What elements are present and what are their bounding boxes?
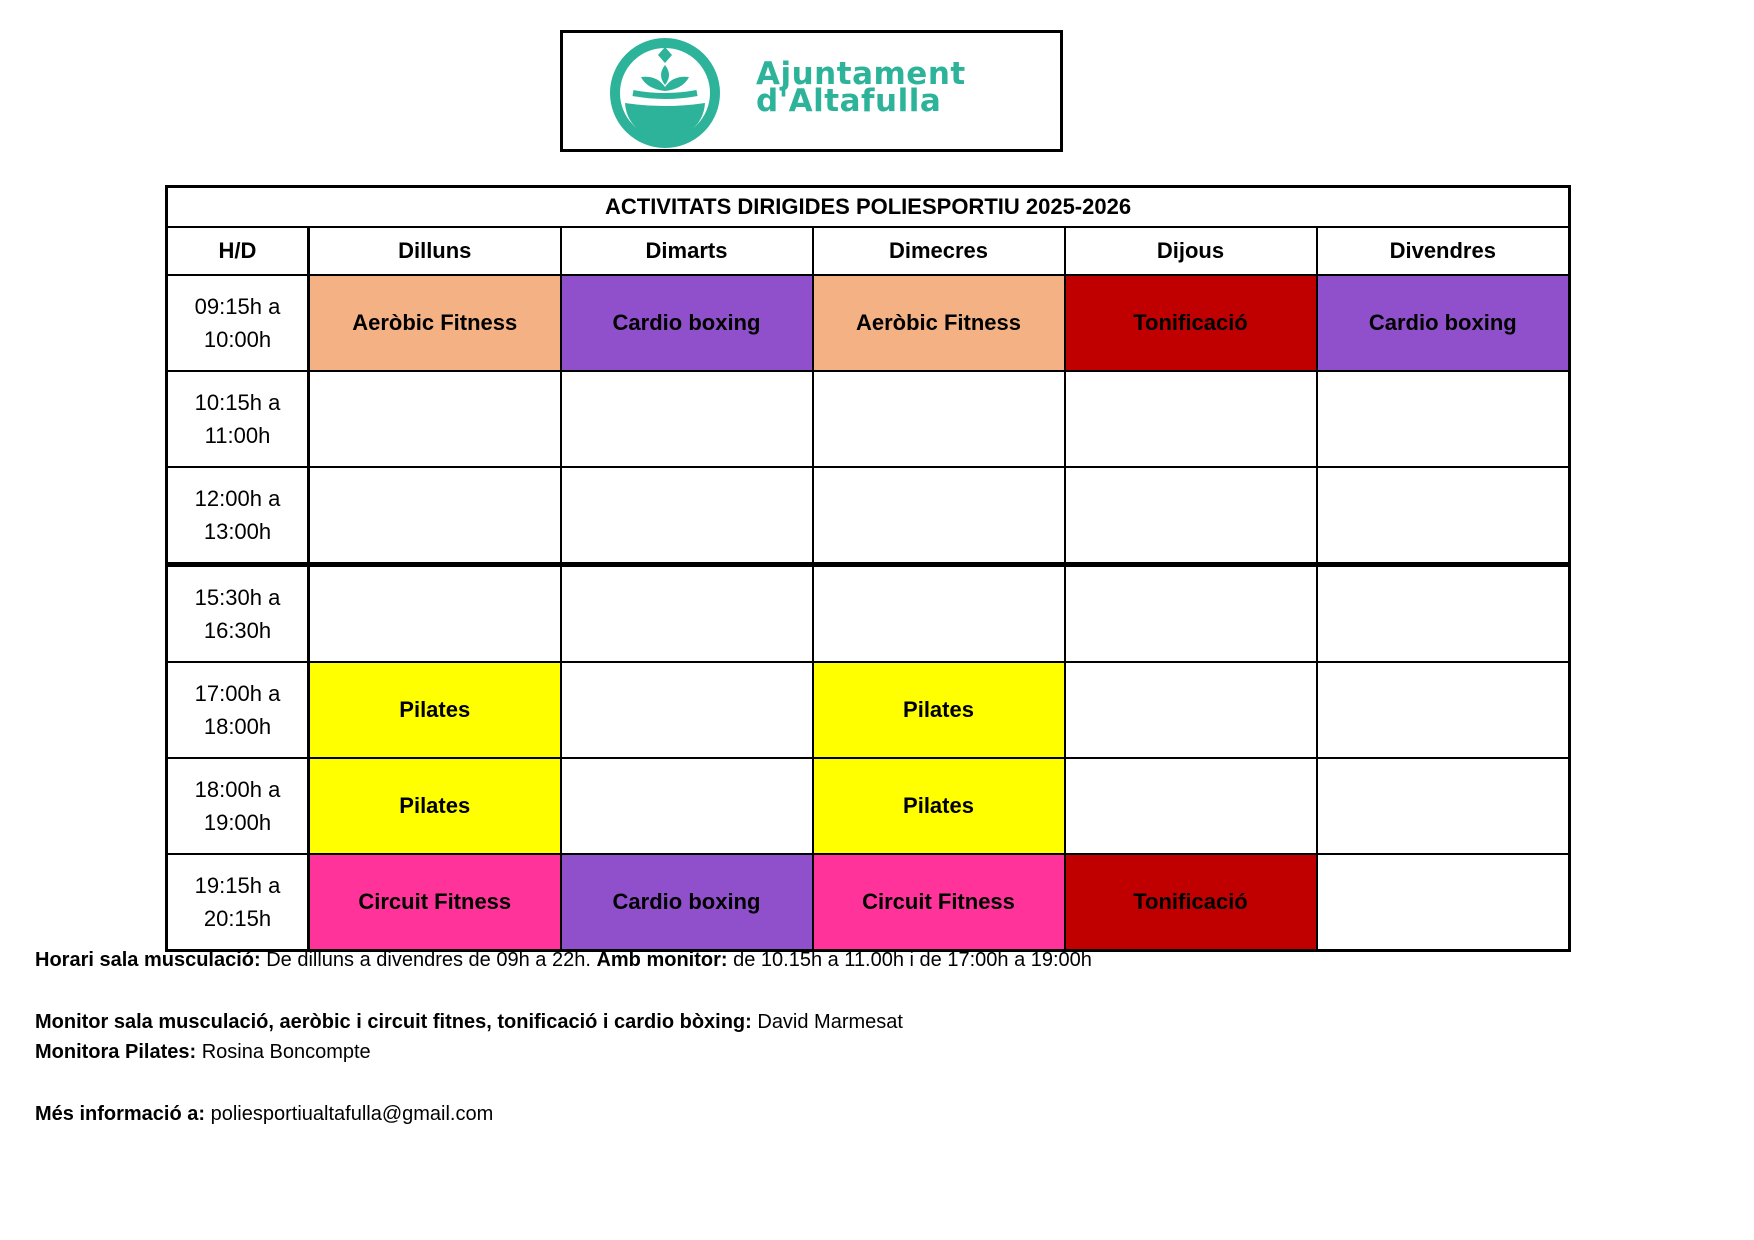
time-start: 12:00h a: [194, 486, 281, 511]
activity-cell: Tonificació: [1065, 854, 1317, 951]
time-end: 16:30h: [203, 618, 272, 643]
schedule-header-row: [167, 227, 1570, 275]
time-end: 10:00h: [203, 327, 272, 352]
monitor-label: Monitor sala musculació, aeròbic i circuit fitnes, tonificació i cardio bòxing:: [35, 1011, 752, 1033]
activity-cell: [1317, 371, 1570, 467]
activity-cell: Aeròbic Fitness: [309, 275, 561, 371]
day-header: Dimecres: [813, 227, 1065, 275]
monitor-hours-value: de 10.15h a 11.00h i de 17:00h a 19:00h: [727, 949, 1092, 971]
time-slot: [167, 662, 309, 758]
day-header: Dimarts: [561, 227, 813, 275]
activity-cell: Pilates: [309, 758, 561, 854]
altafulla-emblem-icon: [607, 35, 723, 151]
activity-cell: [1065, 758, 1317, 854]
monitor-value: David Marmesat: [751, 1011, 903, 1033]
activity-cell: Pilates: [813, 662, 1065, 758]
activity-cell: [1317, 758, 1570, 854]
info-line: [35, 1099, 1685, 1129]
info-label: Més informació a:: [35, 1103, 206, 1125]
notes-section: [35, 945, 1685, 1129]
activity-cell: Cardio boxing: [1317, 275, 1570, 371]
activity-cell: [1065, 662, 1317, 758]
day-header: Dijous: [1065, 227, 1317, 275]
activity-cell: Aeròbic Fitness: [813, 275, 1065, 371]
activity-cell: [1317, 854, 1570, 951]
gym-hours-value: De dilluns a divendres de 09h a 22h.: [260, 949, 597, 971]
monitor-line: [35, 1007, 1685, 1037]
schedule-row: [167, 662, 1570, 758]
gym-hours-label: Horari sala musculació:: [35, 949, 261, 971]
activity-cell: [1317, 467, 1570, 565]
activity-cell: [813, 371, 1065, 467]
time-start: 19:15h a: [194, 873, 281, 898]
pilates-label: Monitora Pilates:: [35, 1041, 197, 1063]
schedule-row: [167, 467, 1570, 565]
corner-header: H/D: [167, 227, 309, 275]
activity-cell: [561, 371, 813, 467]
activity-cell: [1317, 565, 1570, 663]
monitor-hours-label: Amb monitor:: [596, 949, 728, 971]
logo-line-1: Ajuntament: [756, 56, 966, 92]
activity-cell: [309, 467, 561, 565]
activity-cell: Cardio boxing: [561, 275, 813, 371]
time-end: 19:00h: [203, 810, 272, 835]
activity-cell: [1065, 565, 1317, 663]
time-slot: [167, 371, 309, 467]
activity-cell: Pilates: [309, 662, 561, 758]
activity-cell: [1317, 662, 1570, 758]
schedule-row: [167, 758, 1570, 854]
time-end: 13:00h: [203, 519, 272, 544]
activity-cell: [1065, 467, 1317, 565]
gym-hours-line: [35, 945, 1685, 975]
time-slot: [167, 758, 309, 854]
activity-cell: [1065, 371, 1317, 467]
schedule-title: ACTIVITATS DIRIGIDES POLIESPORTIU 2025-2026: [167, 187, 1570, 228]
schedule-table: [165, 185, 1571, 952]
time-start: 09:15h a: [194, 294, 281, 319]
day-header: Divendres: [1317, 227, 1570, 275]
activity-cell: [561, 758, 813, 854]
activity-cell: [561, 565, 813, 663]
activity-cell: Tonificació: [1065, 275, 1317, 371]
schedule-body: [167, 275, 1570, 951]
schedule-row: [167, 275, 1570, 371]
pilates-monitor-line: [35, 1037, 1685, 1067]
schedule-row: [167, 565, 1570, 663]
time-slot: [167, 467, 309, 565]
activity-cell: [813, 565, 1065, 663]
activity-cell: Circuit Fitness: [309, 854, 561, 951]
time-end: 18:00h: [203, 714, 272, 739]
schedule-row: [167, 854, 1570, 951]
activity-cell: [561, 662, 813, 758]
time-slot: [167, 565, 309, 663]
time-slot: [167, 275, 309, 371]
activity-cell: Pilates: [813, 758, 1065, 854]
time-start: 17:00h a: [194, 681, 281, 706]
time-slot: [167, 854, 309, 951]
logo-box: [560, 30, 1063, 152]
logo-line-2: d'Altafulla: [756, 83, 942, 119]
activity-cell: Circuit Fitness: [813, 854, 1065, 951]
activity-cell: [309, 371, 561, 467]
activity-cell: [561, 467, 813, 565]
time-start: 15:30h a: [194, 585, 281, 610]
activity-cell: [309, 565, 561, 663]
time-start: 10:15h a: [194, 390, 281, 415]
info-email: poliesportiualtafulla@gmail.com: [205, 1103, 494, 1125]
time-end: 20:15h: [203, 906, 272, 931]
logo-text: [756, 56, 966, 119]
day-header: Dilluns: [309, 227, 561, 275]
activity-cell: Cardio boxing: [561, 854, 813, 951]
activity-cell: [813, 467, 1065, 565]
pilates-value: Rosina Boncompte: [196, 1041, 371, 1063]
schedule-row: [167, 371, 1570, 467]
time-end: 11:00h: [204, 423, 271, 448]
time-start: 18:00h a: [194, 777, 281, 802]
